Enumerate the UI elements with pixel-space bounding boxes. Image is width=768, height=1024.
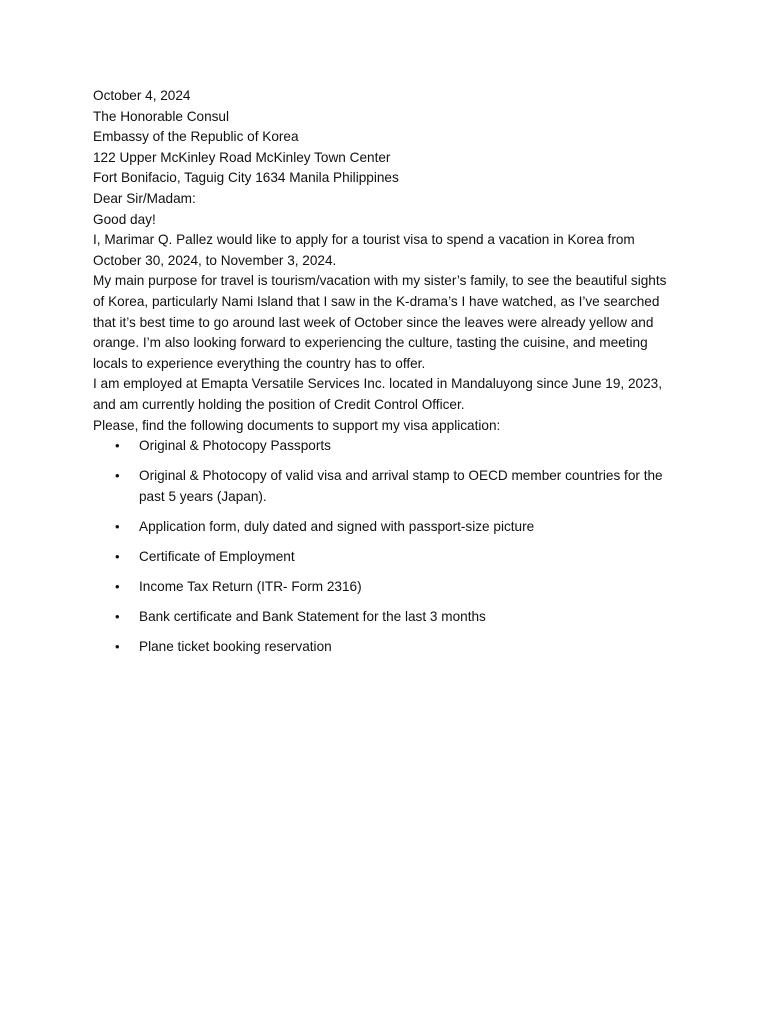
recipient-address — [93, 107, 678, 189]
paragraph-employment: I am employed at Emapta Versatile Services Inc. located in Mandaluyong since June 19, 2023, and am currently holding the position of Credit Control Officer. — [93, 376, 662, 412]
list-item — [93, 517, 678, 538]
documents-intro: Please, find the following documents to support my visa application: — [93, 417, 501, 433]
salutation: Dear Sir/Madam: — [93, 190, 196, 206]
list-item-text: Application form, duly dated and signed with passport-size picture — [139, 518, 535, 534]
list-item — [93, 436, 678, 457]
list-item-text: Income Tax Return (ITR- Form 2316) — [139, 579, 362, 595]
paragraph-purpose: My main purpose for travel is tourism/vacation with my sister’s family, to see the beautiful sights of Korea, particularly Nami Island that I saw in the K-drama’s I have watched, as I’ve searched that it’s best time to go around last week of October since the leaves were already yellow and orange. I’m also looking forward to experiencing the culture, tasting the cuisine, and meeting locals to experience everything the country has to offer. — [93, 273, 667, 371]
bullet-icon: • — [115, 609, 120, 625]
bullet-icon: • — [115, 579, 120, 595]
letter-date: October 4, 2024 — [93, 88, 191, 103]
bullet-icon: • — [115, 548, 120, 564]
recipient-street: 122 Upper McKinley Road McKinley Town Center — [93, 149, 391, 165]
bullet-icon: • — [115, 639, 120, 655]
list-item — [93, 466, 678, 507]
list-item — [93, 607, 678, 628]
greeting: Good day! — [93, 211, 156, 227]
recipient-title: The Honorable Consul — [93, 108, 230, 124]
paragraph-intro: I, Marimar Q. Pallez would like to apply for a tourist visa to spend a vacation in Korea from October 30, 2024, to November 3, 2024. — [93, 232, 635, 268]
list-item-text: Original & Photocopy Passports — [139, 438, 331, 454]
list-item — [93, 547, 678, 568]
list-item-text: Bank certificate and Bank Statement for the last 3 months — [139, 609, 486, 625]
bullet-icon: • — [115, 468, 120, 484]
list-item-text: Plane ticket booking reservation — [139, 639, 332, 655]
bullet-icon: • — [115, 438, 120, 454]
letter-body — [93, 86, 678, 667]
list-item-text: Original & Photocopy of valid visa and arrival stamp to OECD member countries for the past 5 years (Japan). — [139, 468, 663, 504]
list-item-text: Certificate of Employment — [139, 548, 295, 564]
recipient-city: Fort Bonifacio, Taguig City 1634 Manila Philippines — [93, 170, 399, 186]
documents-list — [93, 436, 678, 658]
list-item — [93, 637, 678, 658]
list-item — [93, 577, 678, 598]
recipient-organization: Embassy of the Republic of Korea — [93, 129, 299, 145]
bullet-icon: • — [115, 518, 120, 534]
